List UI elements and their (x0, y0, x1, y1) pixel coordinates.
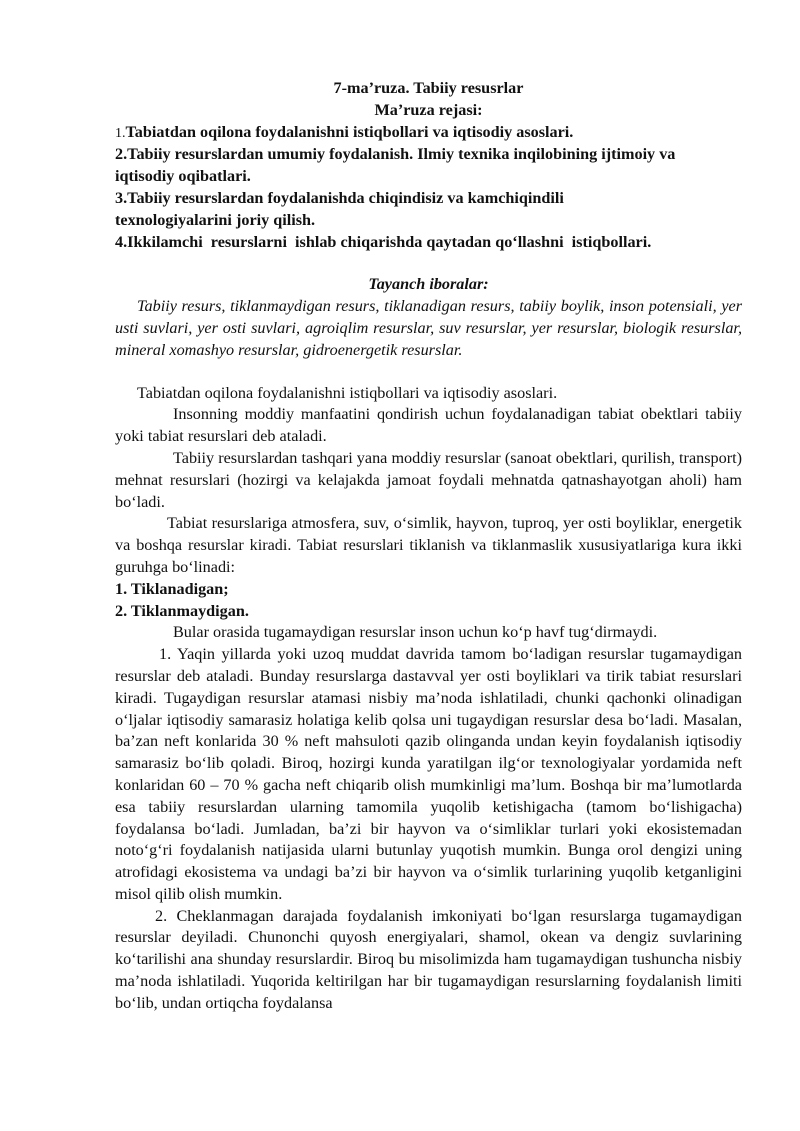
plan-item-1: 1.Tabiatdan oqilona foydalanishni istiqbollari va iqtisodiy asoslari. (115, 122, 574, 141)
keywords-text: Tabiiy resurs, tiklanmaydigan resurs, tiklanadigan resurs, tabiiy boylik, inson potensiali, yer usti suvlari, yer osti suvlari, agroiqlim resurslar, suv resurslar, yer resurslar, biologik resurslar, mineral xomashyo resurslar, gidroenergetik resurslar. (115, 297, 742, 359)
keywords-heading: Tayanch iboralar: (368, 275, 489, 294)
paragraph-2: Tabiiy resurslardan tashqari yana moddiy resurslar (sanoat obektlari, qurilish, transport) mehnat resurslari (hozirgi va kelajakda jamoat foydali mehnatda qatnashayotgan aholi) ham bo‘ladi. (115, 448, 742, 511)
paragraph-1: Insonning moddiy manfaatini qondirish uchun foydalanadigan tabiat obektlari tabiiy yoki tabiat resurslari deb ataladi. (115, 405, 742, 446)
plan-item-3: 3.Tabiiy resurslardan foydalanishda chiqindisiz va kamchiqindili texnologiyalarini joriy qilish. (115, 188, 564, 229)
plan-item-2: 2.Tabiiy resurslardan umumiy foydalanish. Ilmiy texnika inqilobining ijtimoiy va iqtisodiy oqibatlari. (115, 145, 676, 186)
lecture-plan (115, 122, 742, 254)
group-item-2: 2. Tiklanmaydigan. (115, 601, 249, 620)
paragraph-after-groups: Bular orasida tugamaydigan resurslar inson uchun ko‘p havf tug‘dirmaydi. (173, 623, 658, 642)
document-page (115, 78, 742, 1015)
paragraph-3: Tabiat resurslariga atmosfera, suv, o‘simlik, hayvon, tuproq, yer osti boyliklar, energetik va boshqa resurslar kiradi. Tabiat resurslari tiklanish va tiklanmaslik xususiyatlariga kura ikki guruhga bo‘linadi: (115, 514, 742, 576)
group-item-1: 1. Tiklanadigan; (115, 579, 229, 598)
plan-heading: Ma’ruza rejasi: (374, 100, 483, 119)
plan-item-4: 4.Ikkilamchi resurslarni ishlab chiqarishda qaytadan qo‘llashni istiqbollari. (115, 232, 652, 251)
point-2-paragraph: 2. Cheklanmagan darajada foydalanish imkoniyati bo‘lgan resurslarga tugamaydigan resurslar deyiladi. Chunonchi quyosh energiyalari, shamol, okean va dengiz suvlarining ko‘tarilishi ana shunday resurslardir. Biroq bu misolimizda ham tugamaydigan tushuncha nisbiy ma’noda ishlatiladi. Yuqorida keltirilgan har bir tugamaydigan resurslarning foydalanish limiti bo‘lib, undan ortiqcha foydalansa (115, 906, 742, 1012)
lecture-title: 7-ma’ruza. Tabiiy resusrlar (333, 79, 524, 97)
point-1-paragraph: 1. Yaqin yillarda yoki uzoq muddat davrida tamom bo‘ladigan resurslar tugamaydigan resurslar deb ataladi. Bunday resurslarga dastavval yer osti boyliklari va tirik tabiat resurslari kiradi. Tugaydigan resurslar atamasi nisbiy ma’noda ishlatiladi, chunki qachonki olinadigan o‘ljalar iqtisodiy samarasiz holatiga kelib qolsa uni tugaydigan resurslar desa bo‘ladi. Masalan, ba’zan neft konlarida 30 % neft mahsuloti qazib olinganda undan keyin foydalanish iqtisodiy samarasiz bo‘lib qoladi. Biroq, hozirgi kunda yaratilgan ilg‘or texnologiyalar yordamida neft konlaridan 60 – 70 % gacha neft chiqarib olish mumkinligi ma’lum. Boshqa bir ma’lumotlarda esa tabiiy resurslardan ularning tamomila yuqolib ketishigacha (tamom bo‘lishigacha) foydalansa bo‘ladi. Jumladan, ba’zi bir hayvon va o‘simliklar turlari yoki ekosistemadan noto‘g‘ri foydalanish natijasida ularni butunlay yuqotish mumkin. Bunga orol dengizi uning atrofidagi ekosistema va undagi ba’zi bir hayvon va o‘simlik turlarining yuqolib ketganligini misol qilib olish mumkin. (115, 645, 742, 903)
section-title: Tabiatdan oqilona foydalanishni istiqbollari va iqtisodiy asoslari. (137, 383, 558, 402)
